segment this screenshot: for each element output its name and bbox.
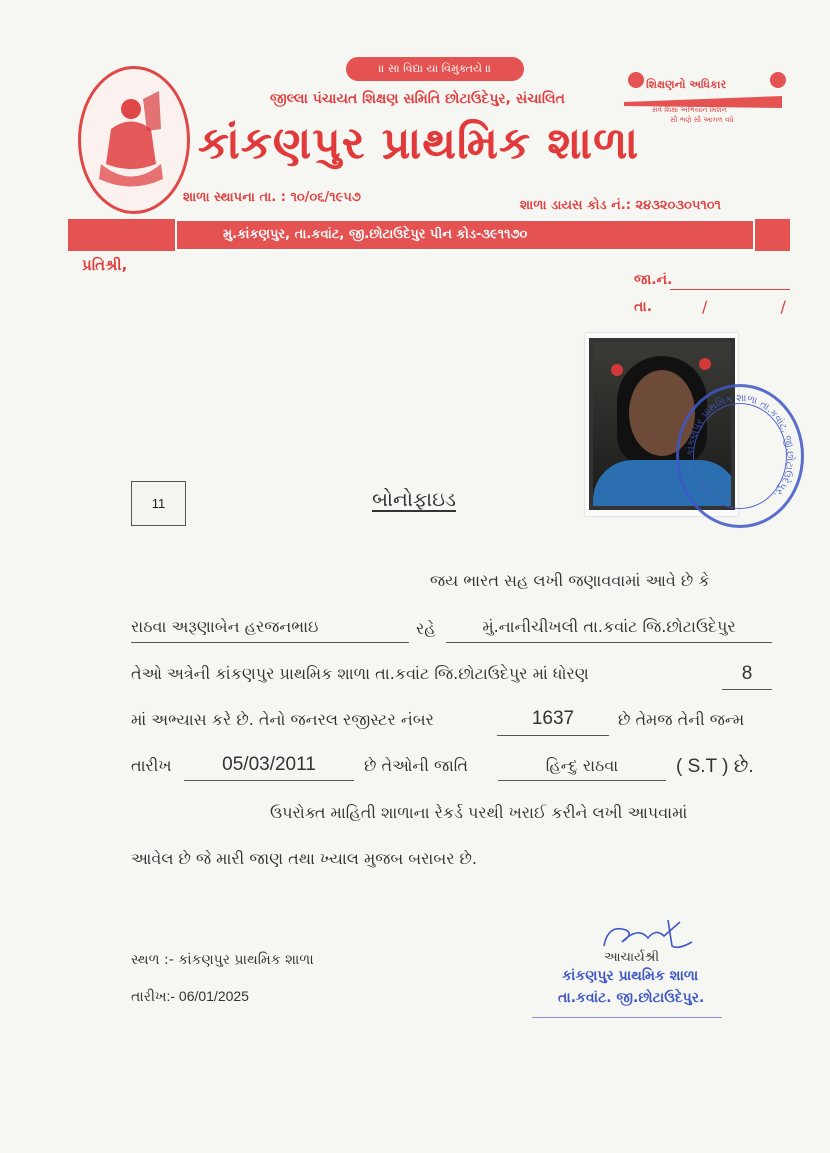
- register-number-line: [497, 735, 609, 736]
- line4-text-a: માં અભ્યાસ કરે છે. તેનો જનરલ રજીસ્ટર નંબર: [131, 710, 434, 729]
- signatory-school: કાંકણપુર પ્રાથમિક શાળા: [562, 968, 699, 984]
- ref-number-line: [670, 289, 790, 290]
- residence: મું.નાનીચીખલી તા.કવાંટ જિ.છોટાઉદેપુર: [482, 617, 736, 636]
- stamp-text: કાંકણપુર પ્રાથમિક શાળા તા.કવાંટ, જી.છોટાઉદેપુર.: [684, 392, 796, 500]
- svg-text:કાંકણપુર પ્રાથમિક શાળા તા.કવાં: [684, 393, 797, 500]
- caste: હિન્દુ રાઠવા: [545, 756, 619, 775]
- standard: 8: [741, 663, 753, 684]
- saraswati-logo: [78, 66, 190, 214]
- rte-logo-sub2: સૌ ભણે સૌ આગળ વધે: [670, 116, 734, 124]
- managing-body: જીલ્લા પંચાયત શિક્ષણ સમિતિ છોટાઉદેપુર, સંચાલિત: [270, 91, 565, 107]
- greeting-line: જય ભારત સહ લખી જણાવવામાં આવે છે કે: [430, 571, 710, 590]
- school-name: કાંકણપુર પ્રાથમિક શાળા: [198, 118, 640, 169]
- closing-line-1: ઉપરોક્ત માહિતી શાળાના રેકર્ડ પરથી ખરાઈ કરીને લખી આપવામાં: [270, 803, 688, 822]
- place: સ્થળ :- કાંકણપુર પ્રાથમિક શાળા: [131, 952, 314, 968]
- caste-line: [498, 780, 666, 781]
- dob-label: તારીખ: [131, 756, 172, 775]
- certificate-title: બોનોફાઇડ: [372, 487, 456, 511]
- caste-label: છે તેઓની જાતિ: [364, 756, 468, 775]
- rte-logo: [622, 66, 797, 132]
- category: ( S.T ) છે.: [676, 756, 754, 777]
- serial-number: 11: [131, 481, 186, 526]
- dob-line: [184, 780, 354, 781]
- address-bar: [68, 219, 790, 251]
- student-name-line: [131, 642, 409, 643]
- rte-logo-sub1: સર્વ શિક્ષા અભિયાન મિશન: [652, 106, 727, 114]
- salutation: પ્રતિશ્રી,: [82, 256, 128, 274]
- issue-date: તારીખ:- 06/01/2025: [131, 988, 249, 1004]
- student-name: રાઠવા અરૂણાબેન હરજનભાઇ: [131, 617, 319, 636]
- date-of-birth: 05/03/2011: [222, 754, 316, 775]
- signature-line: [532, 1017, 722, 1018]
- established-date: શાળા સ્થાપના તા. : ૧૦/૦૬/૧૯૫૭: [183, 190, 361, 205]
- signatory-role: આચાર્યશ્રી: [604, 950, 660, 965]
- standard-line: [722, 689, 772, 690]
- line4-text-b: છે તેમજ તેની જન્મ: [618, 710, 745, 729]
- residence-line: [446, 642, 772, 643]
- school-stamp: [676, 384, 804, 528]
- school-address: મુ.કાંકણપુર, તા.કવાંટ, જી.છોટાઉદેપુર પીન કોડ-૩૯૧૧૭૦: [175, 219, 755, 251]
- motto-banner: ॥ સા વિદ્યા યા વિમુક્તયે ॥: [346, 57, 524, 81]
- resides-label: રહે: [416, 619, 436, 638]
- signatory-address: તા.કવાંટ. જી.છોટાઉદેપુર.: [558, 990, 705, 1006]
- closing-line-2: આવેલ છે જે મારી જાણ તથા ખ્યાલ મુજબ બરાબર છે.: [131, 849, 478, 868]
- saraswati-icon: [81, 69, 181, 205]
- ref-number-label: જા.નં.: [634, 272, 673, 288]
- letter-date-label: તા.: [634, 299, 653, 315]
- line3-text: તેઓ અત્રેની કાંકણપુર પ્રાથમિક શાળા તા.કવાંટ જિ.છોટાઉદેપુર માં ધોરણ: [131, 664, 589, 683]
- dise-code: શાળા ડાયસ કોડ નં.: ૨૪૩૨૦૩૦૫૧૦૧: [520, 198, 721, 213]
- letter-date-slashes: / /: [702, 297, 820, 316]
- register-number: 1637: [531, 708, 575, 729]
- rte-logo-title: શિક્ષણનો અધિકાર: [646, 78, 727, 91]
